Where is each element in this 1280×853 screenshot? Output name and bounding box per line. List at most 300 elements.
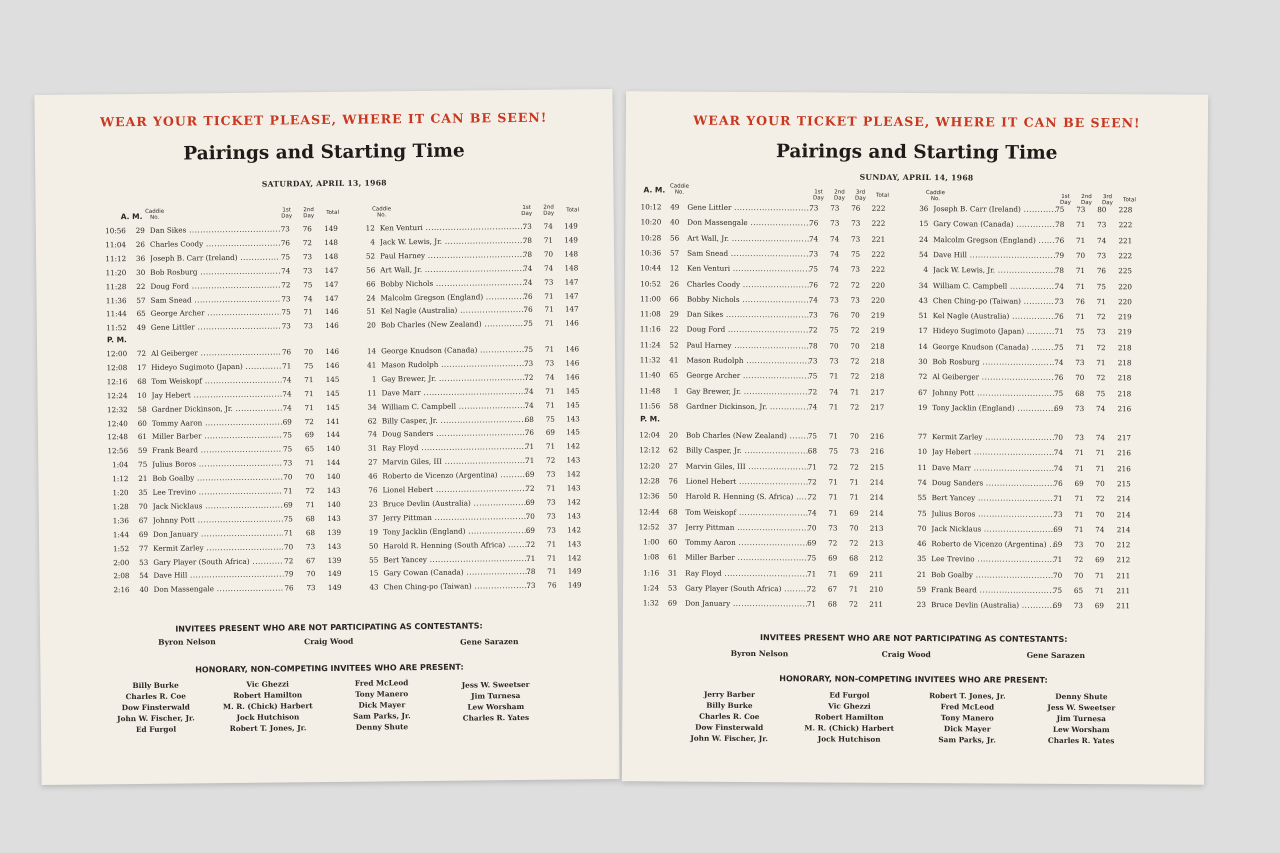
player-name: Marvin Giles, III .....: [686, 461, 810, 472]
player-name: William C. Campbell .....: [382, 400, 528, 412]
day3-score: 73: [1096, 250, 1107, 261]
tee-time: 12:16: [106, 376, 128, 387]
am-pairings-list: [36, 221, 614, 333]
invitee-name: Craig Wood: [304, 636, 354, 647]
day1-score: 74: [281, 266, 291, 276]
player-name: Dan Sikes .....: [687, 310, 811, 321]
day2-score: 71: [304, 402, 314, 412]
honorary-invitee-name: Billy Burke: [706, 700, 753, 711]
tee-time: 11:24: [639, 340, 661, 350]
caddie-number: 77: [917, 432, 928, 442]
caddie-number: 41: [367, 360, 377, 370]
day1-score: 71: [283, 528, 294, 538]
player-name: Joseph B. Carr (Ireland) .....: [150, 252, 280, 263]
day2-score: 73: [306, 583, 316, 593]
player-name: George Archer .....: [686, 371, 810, 382]
day1-score: 74: [282, 389, 292, 399]
honorary-invitee-name: John W. Fischer, Jr.: [690, 733, 769, 744]
player-name: Doug Sanders .....: [382, 428, 528, 440]
tee-time: 11:28: [105, 281, 127, 291]
day1-score: 75: [280, 252, 291, 262]
total-score: 142: [566, 497, 581, 507]
honorary-invitee-name: Dow Finsterwald: [695, 722, 764, 733]
player-name: Ray Floyd .....: [685, 568, 809, 579]
day2-score: 65: [304, 444, 315, 454]
day1-score: 75: [523, 319, 533, 329]
honorary-invitee-name: Jim Turnesa: [471, 690, 521, 701]
day1-score: 78: [1055, 220, 1065, 230]
day1-score: 69: [807, 538, 817, 548]
player-name: Bruce Devlin (Australia) .....: [931, 600, 1054, 611]
day1-score: 76: [524, 428, 535, 438]
total-header: Total: [566, 207, 580, 214]
player-name: Frank Beard .....: [152, 445, 282, 456]
day2-score: 72: [546, 455, 556, 465]
player-name: Don January .....: [685, 599, 809, 610]
day3-score: 71: [1095, 448, 1105, 458]
total-score: 144: [326, 458, 341, 468]
day2-score: 71: [543, 235, 553, 245]
total-score: 212: [1116, 540, 1131, 550]
day1-score: 70: [283, 541, 294, 552]
honorary-invitee-name: Dick Mayer: [943, 724, 991, 734]
total-score: 222: [871, 249, 886, 259]
player-name: Don January .....: [153, 528, 283, 539]
day2-score: 71: [305, 458, 315, 468]
tee-time: 1:32: [642, 598, 660, 608]
tee-time: 1:28: [112, 501, 129, 512]
day2-score: 71: [305, 500, 315, 510]
tee-time: 10:44: [640, 263, 662, 273]
day1-score: 69: [1052, 601, 1063, 611]
pairing-row: [623, 583, 1205, 597]
day2-score: 68: [827, 599, 838, 609]
pairing-row: [37, 290, 615, 306]
honorary-invitee-name: Lew Worsham: [1052, 724, 1110, 735]
pairing-row: [36, 277, 614, 293]
day3-score: 75: [1096, 281, 1106, 291]
tee-time: 11:36: [105, 295, 127, 305]
day2-score: 73: [303, 265, 313, 275]
day2-score: 70: [305, 472, 315, 482]
caddie-number: 68: [137, 376, 147, 386]
caddie-number: 29: [135, 225, 145, 235]
total-score: 143: [566, 455, 581, 465]
pairing-row: [39, 566, 617, 582]
day2-score: 73: [303, 321, 313, 331]
total-score: 144: [326, 430, 341, 440]
total-score: 139: [327, 555, 342, 565]
page-title: Pairings and Starting Time: [775, 141, 1058, 164]
day1-score: 73: [1054, 296, 1064, 306]
day3-score: 75: [1096, 388, 1106, 398]
day1-score: 71: [283, 486, 293, 496]
player-name: George Knudson (Canada) .....: [381, 345, 527, 357]
honorary-invitee-name: Ed Furgol: [829, 690, 870, 700]
day2-score: 71: [1075, 281, 1085, 291]
total-header: Total: [876, 192, 889, 199]
caddie-number: 65: [136, 309, 146, 319]
caddie-number: 35: [917, 554, 927, 564]
day2-score: 71: [546, 539, 557, 549]
pairing-row: [624, 355, 1206, 369]
pairing-row: [624, 446, 1206, 460]
day1-score: 72: [525, 539, 536, 549]
day1-score: 76: [1054, 311, 1064, 322]
day1-score: 78: [1054, 266, 1065, 276]
day1-header: 1st Day: [521, 204, 533, 217]
caddie-number: 53: [667, 583, 678, 593]
day2-score: 75: [828, 446, 838, 456]
day2-score: 73: [1073, 601, 1084, 611]
caddie-number: 43: [918, 295, 928, 305]
player-name: Jay Hebert .....: [152, 389, 282, 400]
tee-time: 12:40: [107, 418, 128, 428]
caddie-number: 17: [918, 326, 928, 336]
total-score: 149: [564, 235, 578, 245]
day1-score: 75: [281, 307, 291, 317]
day3-score: 70: [1095, 478, 1105, 489]
pairing-row: [38, 469, 616, 485]
honorary-invitee-name: Fred McLeod: [354, 678, 409, 688]
caddie-number: 29: [669, 309, 679, 319]
tee-time: 12:24: [106, 390, 128, 400]
day1-score: 73: [808, 356, 818, 366]
tee-time: 11:00: [640, 294, 661, 304]
day2-score: 73: [1075, 403, 1085, 413]
day1-score: 71: [1053, 494, 1063, 504]
caddie-number: 12: [669, 263, 680, 273]
caddie-number: 19: [368, 527, 379, 537]
day2-score: 72: [304, 416, 314, 426]
day1-score: 75: [1054, 388, 1064, 398]
player-name: Gary Cowan (Canada) .....: [933, 219, 1056, 230]
total-score: 215: [1116, 479, 1131, 489]
player-name: Jerry Pittman .....: [383, 512, 529, 524]
tee-time: 11:40: [639, 370, 661, 380]
day1-score: 75: [808, 264, 819, 274]
day3-score: 73: [850, 295, 860, 305]
day2-score: 72: [828, 462, 838, 472]
total-score: 148: [564, 263, 579, 273]
day3-header: 3rd Day: [855, 189, 866, 202]
total-score: 216: [870, 431, 885, 441]
day1-score: 75: [807, 553, 817, 563]
total-score: 146: [565, 318, 579, 328]
player-name: Art Wall, Jr. .....: [687, 233, 811, 244]
player-name: Kel Nagle (Australia) .....: [381, 305, 527, 317]
day1-score: 73: [280, 224, 290, 234]
day1-score: 76: [1053, 478, 1063, 488]
caddie-number: 4: [370, 237, 376, 247]
day3-score: 72: [1096, 312, 1106, 322]
day2-score: 69: [828, 553, 838, 563]
player-name: George Archer .....: [151, 308, 281, 319]
player-name: Lionel Hebert .....: [686, 476, 810, 487]
pm-label: P. M.: [640, 414, 661, 424]
day3-score: 74: [1097, 235, 1107, 245]
total-score: 216: [1117, 448, 1131, 458]
tee-time: 10:20: [640, 217, 662, 227]
day2-header: 2nd Day: [834, 189, 845, 202]
caddie-number: 11: [367, 388, 377, 398]
player-name: Bert Yancey .....: [383, 553, 529, 565]
day3-score: 72: [850, 402, 860, 412]
player-name: Tom Weiskopf .....: [686, 507, 810, 518]
player-name: Bob Goalby .....: [931, 570, 1054, 581]
day1-score: 76: [1055, 235, 1065, 245]
caddie-number: 34: [367, 402, 377, 412]
player-name: Gary Cowan (Canada) .....: [383, 567, 529, 579]
day2-score: 69: [304, 430, 315, 440]
total-score: 213: [869, 538, 884, 548]
total-score: 218: [1117, 358, 1132, 368]
total-score: 147: [564, 304, 579, 314]
day2-score: 73: [829, 295, 839, 305]
honorary-column: [1026, 691, 1136, 747]
day2-score: 71: [1076, 235, 1086, 245]
day1-score: 73: [808, 310, 818, 320]
total-score: 217: [870, 402, 885, 412]
player-name: Julius Boros .....: [932, 509, 1055, 520]
honorary-invitee-name: Jock Hutchison: [236, 712, 300, 722]
caddie-number: 24: [919, 234, 929, 244]
caddie-number: 22: [136, 281, 146, 291]
pairing-row: [625, 340, 1207, 354]
day2-score: 71: [545, 386, 555, 396]
player-name: Jack Nicklaus .....: [153, 500, 283, 511]
total-header: Total: [1123, 197, 1136, 204]
pairing-row: [38, 427, 616, 443]
day1-score: 72: [806, 584, 817, 594]
tee-time: 12:20: [639, 460, 660, 471]
total-score: 211: [869, 600, 884, 610]
day1-score: 70: [525, 511, 535, 521]
total-score: 140: [326, 499, 341, 509]
day2-score: 70: [303, 347, 314, 357]
caddie-number: 20: [668, 430, 679, 440]
caddie-number: 26: [669, 278, 679, 289]
total-score: 222: [1118, 251, 1133, 261]
day1-score: 70: [807, 523, 817, 533]
tee-time: 11:52: [106, 323, 127, 333]
day2-score: 73: [828, 523, 838, 533]
day1-score: 74: [809, 233, 819, 243]
pairing-row: [623, 537, 1205, 551]
honorary-invitee-name: Dow Finsterwald: [121, 702, 190, 713]
day1-score: 70: [1052, 570, 1063, 580]
total-score: 219: [1117, 312, 1132, 322]
caddie-number: 35: [138, 487, 148, 497]
player-name: Tommy Aaron .....: [152, 417, 282, 428]
caddie-number: 24: [366, 292, 376, 303]
day1-score: 76: [523, 305, 533, 315]
total-score: 222: [871, 219, 886, 229]
player-name: Ray Floyd .....: [382, 442, 528, 454]
day1-score: 78: [526, 567, 536, 577]
pm-pairings-list: [624, 430, 1206, 611]
day2-score: 74: [544, 263, 554, 273]
tee-time: 11:48: [639, 385, 661, 396]
day1-score: 74: [1054, 357, 1064, 367]
day2-score: 70: [306, 569, 316, 579]
caddie-header: Caddie No.: [372, 206, 392, 219]
day3-score: 73: [851, 218, 861, 228]
honorary-invitee-name: Ed Furgol: [135, 724, 177, 735]
day2-score: 73: [546, 511, 556, 521]
pairing-row: [625, 325, 1207, 339]
day2-score: 71: [829, 402, 839, 412]
day1-score: 75: [283, 514, 293, 524]
honorary-column: [327, 677, 438, 733]
day3-score: 74: [1095, 433, 1106, 443]
total-score: 145: [566, 427, 581, 437]
honorary-invitee-name: John W. Fischer, Jr.: [117, 713, 195, 724]
total-score: 140: [326, 444, 341, 454]
caddie-number: 65: [669, 370, 679, 380]
honorary-invitee-name: M. R. (Chick) Harbert: [804, 723, 895, 733]
day2-score: 73: [545, 358, 555, 368]
day3-score: 74: [1095, 524, 1105, 534]
tee-time: 1:00: [643, 537, 660, 547]
caddie-number: 22: [669, 324, 679, 334]
honorary-title: HONORARY, NON-COMPETING INVITEES WHO ARE PRESENT:: [195, 662, 464, 675]
day2-score: 75: [545, 414, 555, 424]
day1-score: 75: [1052, 585, 1063, 595]
player-name: Joseph B. Carr (Ireland) .....: [933, 204, 1056, 215]
day3-score: 70: [850, 341, 860, 351]
day2-score: 69: [1074, 478, 1084, 488]
honorary-invitee-name: Tony Manero: [940, 713, 994, 723]
player-name: Kel Nagle (Australia) .....: [933, 311, 1056, 322]
tee-time: 1:08: [643, 552, 660, 562]
day1-score: 72: [525, 483, 535, 493]
day3-score: 69: [848, 569, 859, 579]
day1-score: 76: [808, 279, 818, 289]
total-score: 218: [1117, 373, 1132, 383]
pairing-row: [39, 483, 617, 499]
player-name: Jack W. Lewis, Jr. .....: [933, 265, 1056, 276]
tee-time: 10:36: [640, 248, 662, 258]
total-score: 149: [324, 223, 338, 234]
total-score: 228: [1118, 205, 1133, 215]
tee-time: 12:56: [107, 446, 129, 456]
day1-score: 78: [522, 249, 533, 259]
day1-score: 69: [283, 500, 293, 510]
day1-score: 79: [1054, 250, 1065, 260]
caddie-number: 36: [919, 204, 929, 214]
day2-header: 2nd Day: [543, 204, 555, 217]
honorary-invitee-name: Tony Manero: [355, 689, 409, 699]
caddie-number: 27: [368, 457, 378, 467]
honorary-column: [213, 678, 324, 734]
honorary-invitee-name: Billy Burke: [132, 680, 179, 691]
day1-score: 74: [1053, 448, 1063, 458]
caddie-number: 72: [136, 348, 147, 358]
caddie-number: 52: [669, 340, 679, 350]
day1-score: 74: [1053, 463, 1063, 473]
player-name: Gary Player (South Africa) .....: [685, 584, 809, 595]
caddie-number: 34: [918, 280, 928, 290]
day1-score: 75: [807, 431, 818, 441]
total-score: 145: [325, 388, 340, 398]
caddie-number: 46: [917, 539, 927, 549]
day2-score: 73: [830, 203, 840, 213]
caddie-number: 12: [365, 223, 375, 233]
honorary-invitee-name: Denny Shute: [1055, 691, 1108, 702]
caddie-header: Caddie No.: [669, 183, 690, 196]
total-score: 221: [1118, 235, 1133, 245]
caddie-number: 30: [918, 357, 928, 367]
honorary-invitee-name: Vic Ghezzi: [828, 701, 871, 711]
day1-score: 69: [1053, 524, 1063, 534]
tee-time: 12:44: [638, 506, 660, 516]
total-score: 142: [566, 469, 581, 479]
day2-score: 71: [544, 305, 554, 315]
total-score: 220: [1118, 297, 1132, 307]
day3-score: 73: [1096, 327, 1106, 337]
day1-score: 78: [808, 341, 818, 351]
tee-time: 11:44: [105, 309, 127, 319]
day1-score: 75: [523, 344, 534, 354]
day2-score: 73: [1074, 540, 1084, 550]
player-name: Bob Charles (New Zealand) .....: [381, 319, 527, 331]
day1-score: 75: [1054, 342, 1064, 352]
tee-time: 12:28: [638, 476, 660, 486]
player-name: Hideyo Sugimoto (Japan) .....: [151, 361, 281, 372]
pairing-row: [625, 279, 1207, 293]
day2-score: 71: [544, 344, 555, 354]
total-score: 146: [325, 321, 339, 331]
pairing-row: [625, 294, 1207, 308]
day3-score: 73: [1097, 220, 1107, 230]
day2-score: 74: [829, 249, 840, 259]
day1-score: 73: [809, 203, 819, 213]
caddie-number: 23: [368, 499, 378, 509]
day1-score: 76: [281, 347, 292, 357]
tee-time: 12:48: [107, 432, 129, 442]
day2-score: 71: [1075, 312, 1085, 322]
honorary-invitee-name: Charles R. Yates: [462, 712, 530, 723]
player-name: Charles Coody .....: [687, 279, 811, 290]
day2-score: 72: [305, 486, 315, 496]
day1-score: 71: [524, 442, 535, 452]
player-name: Billy Casper, Jr. .....: [686, 446, 810, 457]
player-name: Jay Hebert .....: [932, 447, 1055, 458]
day2-score: 70: [1075, 250, 1086, 260]
caddie-number: 1: [371, 374, 377, 384]
day1-score: 71: [282, 361, 292, 371]
day3-score: 72: [850, 325, 860, 336]
day3-score: 76: [1096, 266, 1107, 276]
caddie-number: 26: [135, 239, 146, 249]
player-name: Julius Boros .....: [152, 459, 282, 470]
pairing-row: [36, 249, 614, 265]
player-name: Sam Snead .....: [151, 294, 281, 305]
day2-score: 74: [303, 293, 313, 303]
player-name: Sam Snead .....: [687, 248, 811, 259]
day1-score: 78: [522, 235, 532, 245]
player-name: Mason Rudolph .....: [381, 359, 527, 371]
day3-score: 73: [849, 446, 859, 456]
pairing-row: [36, 235, 614, 251]
total-score: 218: [1117, 342, 1132, 353]
pairing-row: [624, 371, 1206, 385]
day2-score: 65: [1073, 585, 1084, 596]
tee-time: 1:12: [112, 474, 129, 484]
day2-score: 71: [829, 371, 839, 381]
day2-score: 71: [1076, 220, 1086, 230]
